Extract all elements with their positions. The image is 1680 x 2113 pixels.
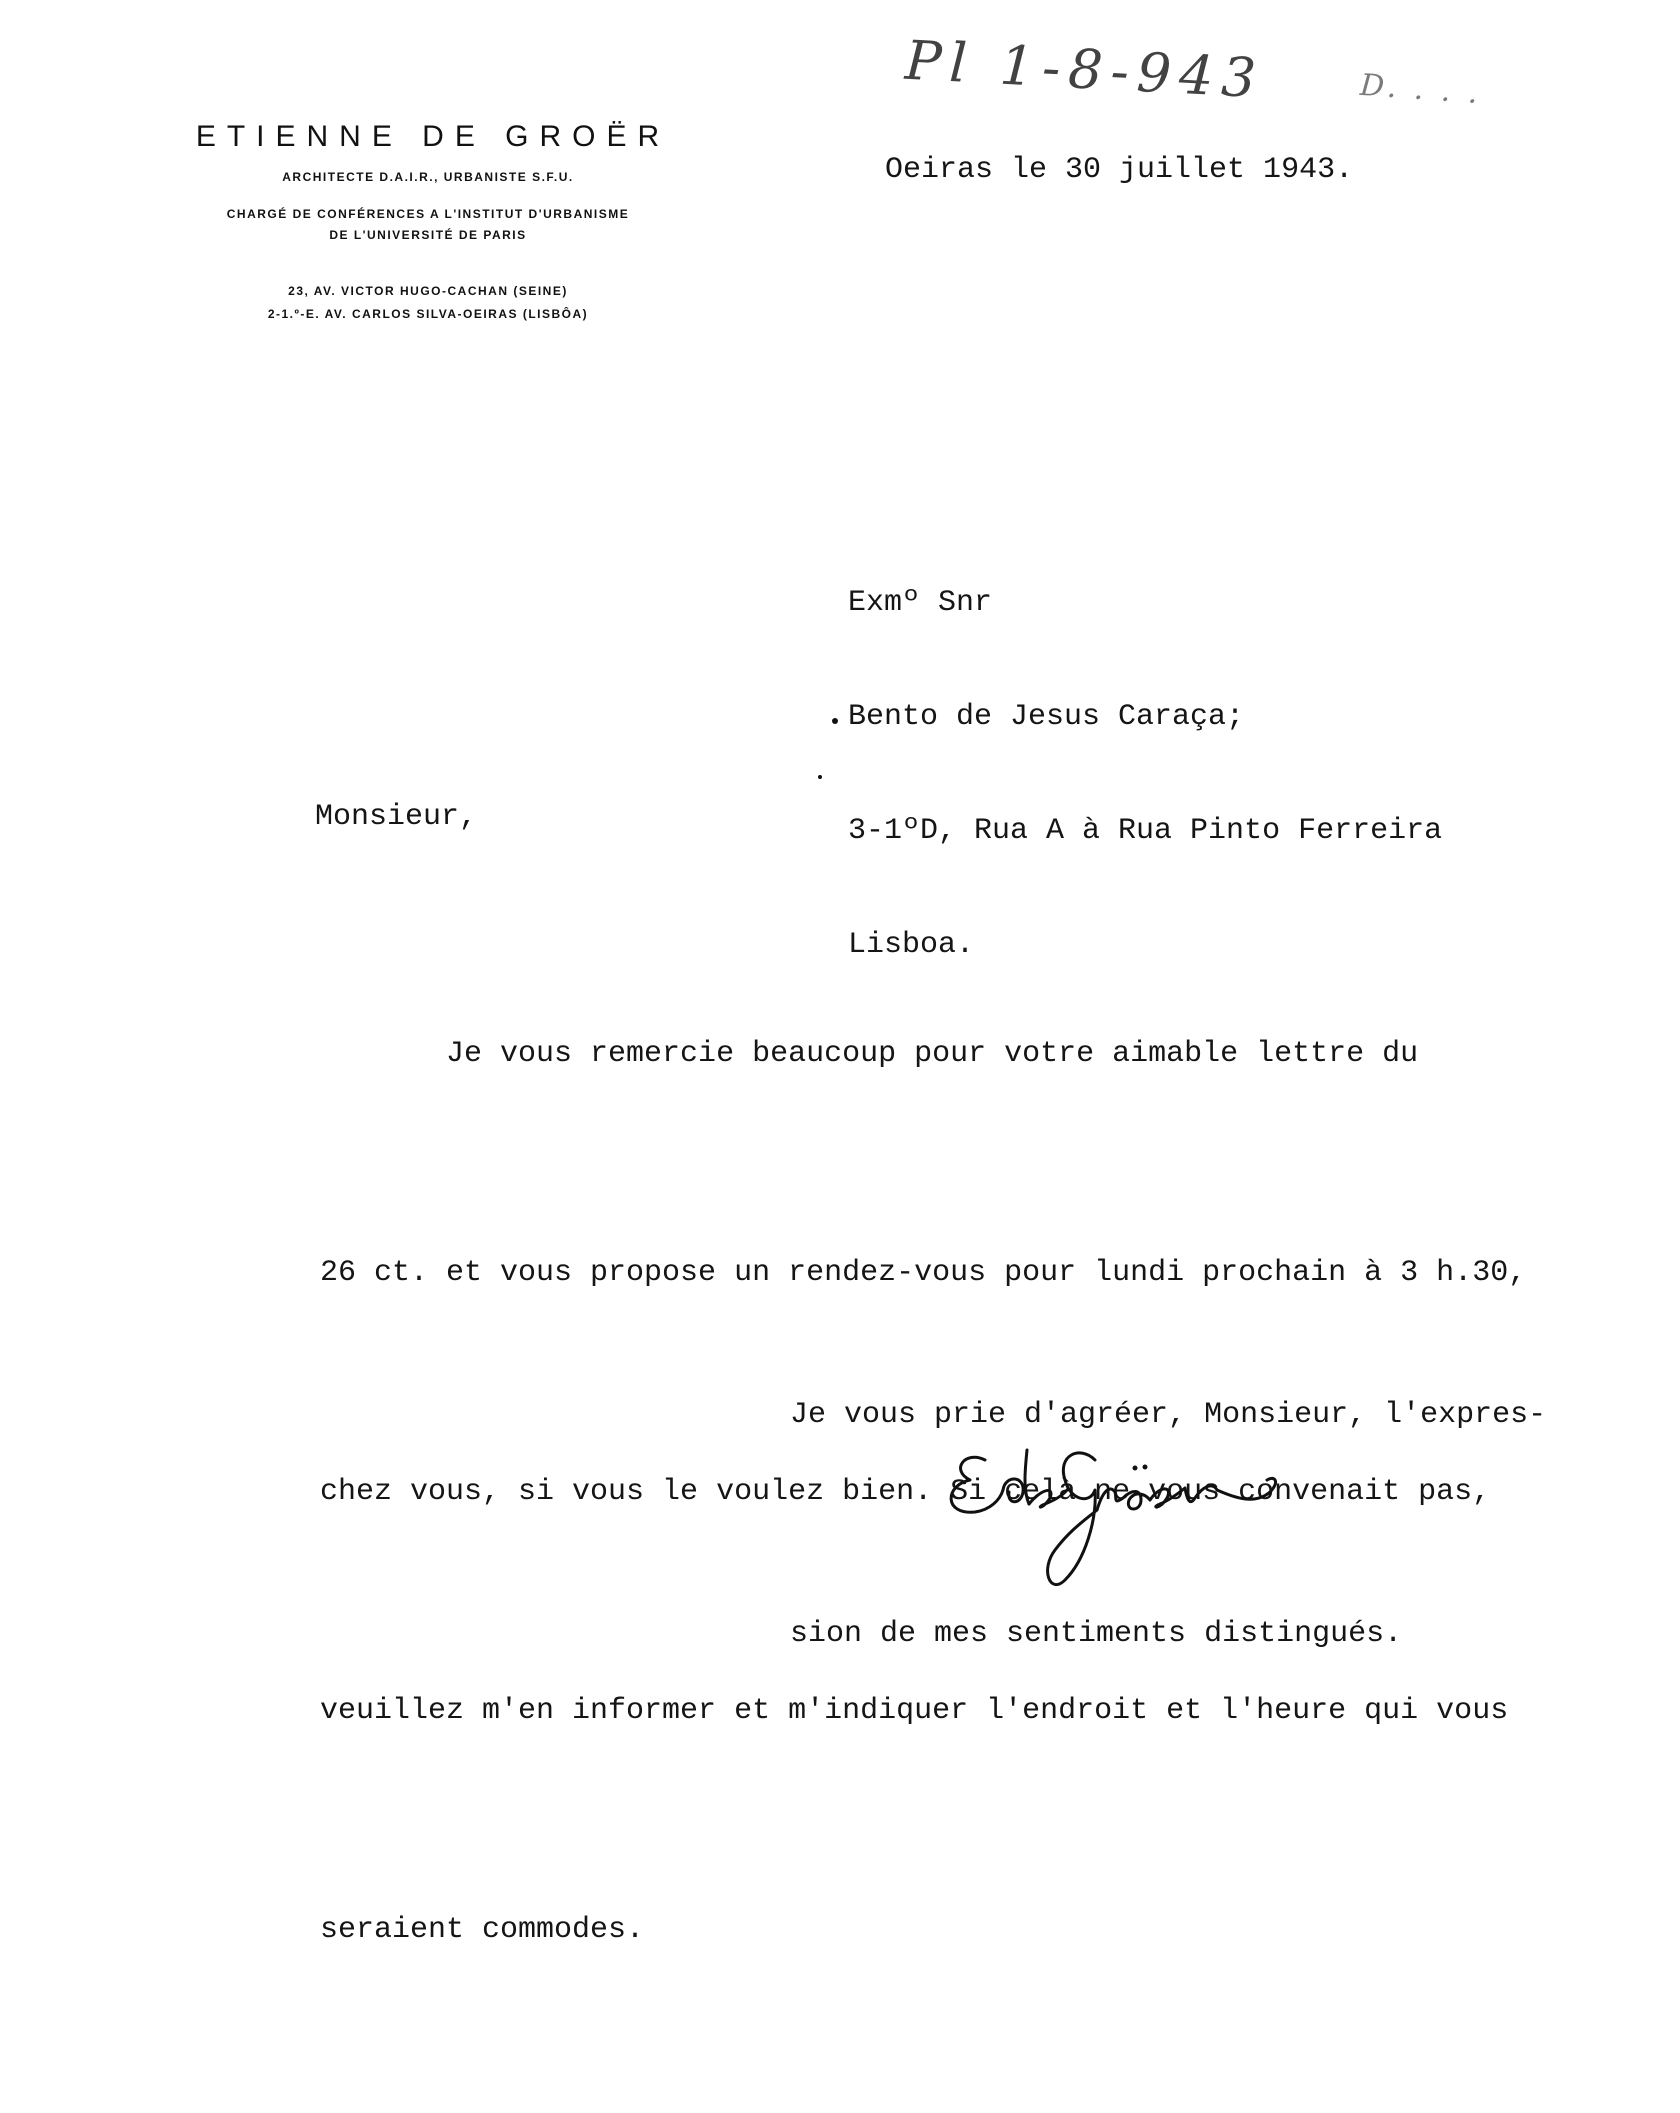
letterhead-conference-line1: CHARGÉ DE CONFÉRENCES A L'INSTITUT D'URBANISME — [226, 207, 630, 221]
letterhead-conference — [118, 204, 738, 246]
closing-line2: sion de mes sentiments distingués. — [790, 1617, 1403, 1651]
signature — [945, 1420, 1285, 1600]
body-line1: Je vous remercie beaucoup pour votre aimable lettre du — [320, 1037, 1419, 1071]
letterhead-name: ETIENNE DE GROËR — [195, 120, 671, 153]
body-line3: chez vous, si vous le voulez bien. Si celà ne vous convenait pas, — [320, 1475, 1491, 1509]
letterhead-address-line1: 23, AV. VICTOR HUGO-CACHAN (SEINE) — [288, 284, 568, 298]
letterhead-conference-line2: DE L'UNIVERSITÉ DE PARIS — [329, 228, 527, 242]
salutation: Monsieur, — [315, 800, 478, 834]
letterhead-title: ARCHITECTE D.A.I.R., URBANISTE S.F.U. — [282, 170, 574, 184]
recipient-line4: Lisboa. — [848, 928, 975, 962]
letterhead-address-line2: 2-1.º-E. AV. CARLOS SILVA-OEIRAS (LISBÔA) — [267, 307, 589, 321]
letterhead-address — [118, 280, 738, 326]
recipient-line3: 3-1ºD, Rua A à Rua Pinto Ferreira — [848, 814, 1443, 848]
body-line4: veuillez m'en informer et m'indiquer l'endroit et l'heure qui vous — [320, 1694, 1509, 1728]
body-line5: seraient commodes. — [320, 1913, 645, 1947]
handwritten-annotation-side: D. . . . — [1358, 67, 1483, 112]
ink-speck — [818, 775, 822, 779]
recipient-line2: Bento de Jesus Caraça; — [848, 700, 1245, 734]
letterhead — [118, 120, 738, 326]
closing-line1: Je vous prie d'agréer, Monsieur, l'expres- — [790, 1398, 1547, 1432]
body-line2: 26 ct. et vous propose un rendez-vous pour lundi prochain à 3 h.30, — [320, 1256, 1527, 1290]
letter-date: Oeiras le 30 juillet 1943. — [885, 153, 1354, 187]
handwritten-annotation: Pl 1-8-943 — [903, 28, 1266, 111]
recipient-line1: Exmº Snr — [848, 586, 993, 620]
ink-speck — [832, 718, 838, 724]
